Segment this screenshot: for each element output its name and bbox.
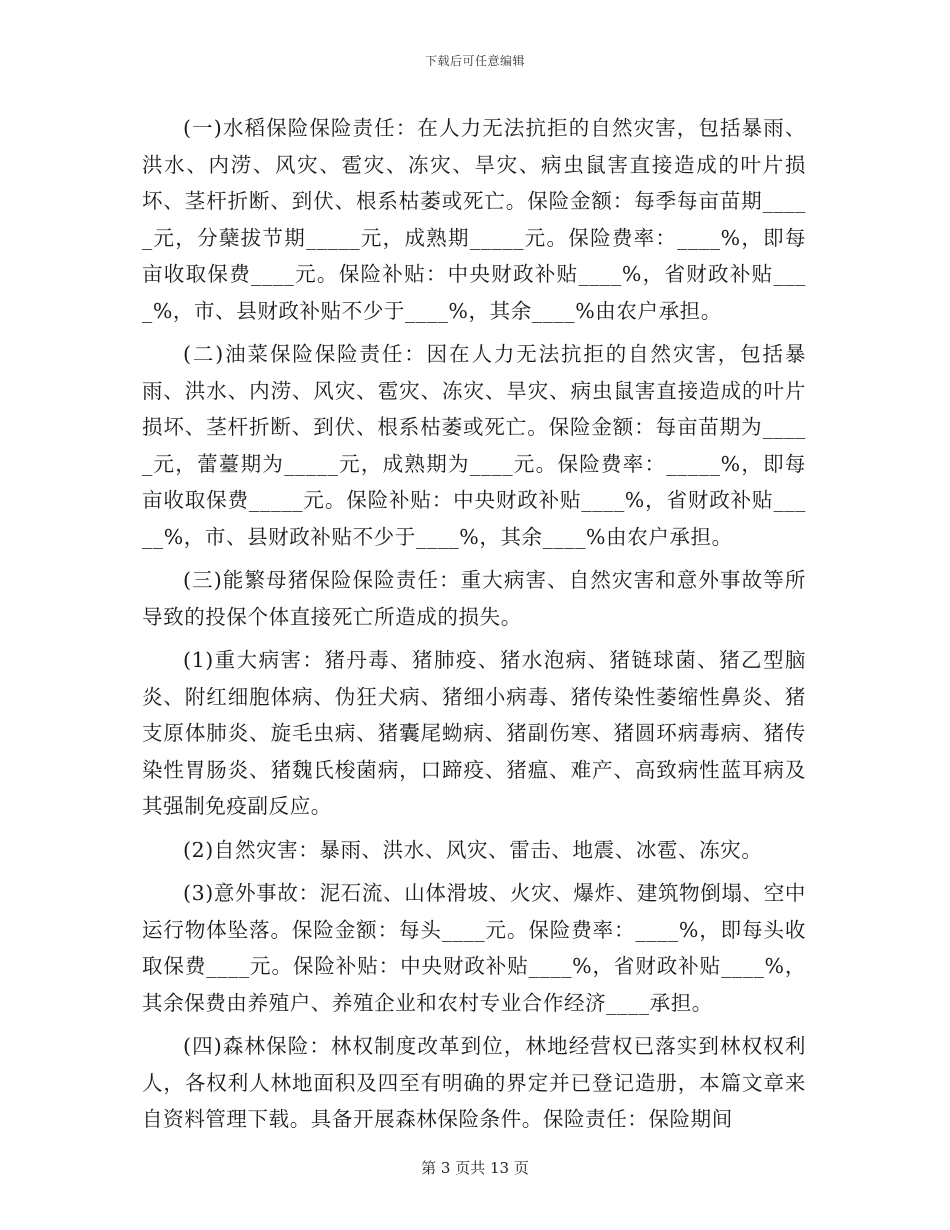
paragraph-accidents: (3)意外事故：泥石流、山体滑坡、火灾、爆炸、建筑物倒塌、空中运行物体坠落。保险金额：每头____元。保险费率：____%，即每头收取保费____元。保险补贴：中央财政补贴____%，省财政补贴____%，其余保费由养殖户、养殖企业和农村专业合作经济____承担。 [142, 881, 806, 1015]
paragraph-rice-insurance: (一)水稻保险保险责任：在人力无法抗拒的自然灾害，包括暴雨、洪水、内涝、风灾、雹灾、冻灾、旱灾、病虫鼠害直接造成的叶片损坏、茎杆折断、到伏、根系枯萎或死亡。保险金额：每季每亩苗期_____元，分蘖拔节期_____元，成熟期_____元。保险费率：____%，即每亩收取保费____元。保险补贴：中央财政补贴____%，省财政补贴____%，市、县财政补贴不少于____%，其余____%由农户承担。 [142, 116, 806, 323]
paragraph-natural-disasters: (2)自然灾害：暴雨、洪水、风灾、雷击、地震、冰雹、冻灾。 [183, 837, 763, 862]
paragraph-rapeseed-insurance: (二)油菜保险保险责任：因在人力无法抗拒的自然灾害，包括暴雨、洪水、内涝、风灾、雹灾、冻灾、旱灾、病虫鼠害直接造成的叶片损坏、茎杆折断、到伏、根系枯萎或死亡。保险金额：每亩苗期为_____元，蕾薹期为_____元，成熟期为____元。保险费率：_____%，即每亩收取保费_____元。保险补贴：中央财政补贴____%，省财政补贴_____%，市、县财政补贴不少于____%，其余____%由农户承担。 [142, 342, 806, 549]
paragraph-forest-insurance: (四)森林保险：林权制度改革到位，林地经营权已落实到林权权利人，各权利人林地面积及四至有明确的界定并已登记造册，本篇文章来自资料管理下载。具备开展森林保险条件。保险责任：保险期间 [142, 1034, 806, 1131]
paragraph-major-diseases: (1)重大病害：猪丹毒、猪肺疫、猪水泡病、猪链球菌、猪乙型脑炎、附红细胞体病、伪狂犬病、猪细小病毒、猪传染性萎缩性鼻炎、猪支原体肺炎、旋毛虫病、猪囊尾蚴病、猪副伤寒、猪圆环病毒病、猪传染性胃肠炎、猪魏氏梭菌病，口蹄疫、猪瘟、难产、高致病性蓝耳病及其强制免疫副反应。 [142, 648, 806, 818]
paragraph-sow-insurance: (三)能繁母猪保险保险责任：重大病害、自然灾害和意外事故等所导致的投保个体直接死亡所造成的损失。 [142, 568, 806, 629]
page-header: 下载后可任意编辑 [424, 54, 525, 68]
document-body [142, 110, 806, 1145]
page-number: 第 3 页共 13 页 [421, 1159, 529, 1177]
